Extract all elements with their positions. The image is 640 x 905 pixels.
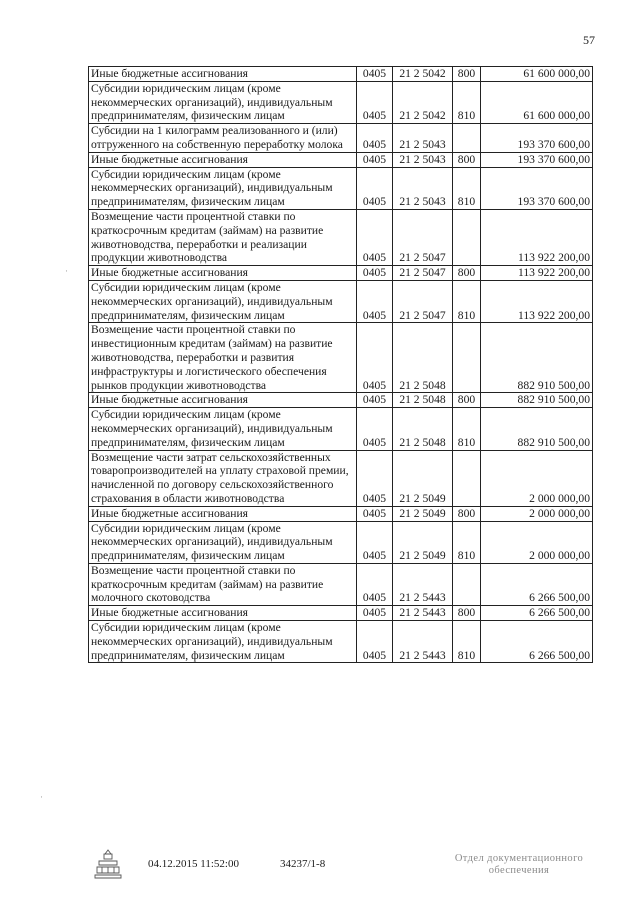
row-name-cell: Субсидии юридическим лицам (кроме некоммерческих организаций), индивидуальным предпринимателям, физическим лицам — [89, 81, 357, 123]
row-amount-cell: 882 910 500,00 — [481, 408, 593, 450]
row-expense-type-cell: 800 — [453, 393, 481, 408]
row-name-cell: Возмещение части процентной ставки по краткосрочным кредитам (займам) на развитие животноводства, переработки и реализации продукции животноводства — [89, 209, 357, 265]
table-row — [89, 81, 593, 123]
row-expense-type-cell: 810 — [453, 521, 481, 563]
row-expense-type-cell — [453, 563, 481, 605]
row-section-code-cell: 0405 — [357, 266, 393, 281]
table-row — [89, 209, 593, 265]
row-target-code-cell: 21 2 5047 — [393, 209, 453, 265]
table-row — [89, 563, 593, 605]
stamp-line-1: Отдел документационного — [454, 853, 584, 864]
row-amount-cell: 113 922 200,00 — [481, 209, 593, 265]
row-name-cell: Возмещение части затрат сельскохозяйственных товаропроизводителей на уплату страховой премии, начисленной по договору сельскохозяйственного страхования в области животноводства — [89, 450, 357, 506]
table-row — [89, 506, 593, 521]
table-row — [89, 67, 593, 82]
row-expense-type-cell: 810 — [453, 280, 481, 322]
row-section-code-cell: 0405 — [357, 209, 393, 265]
row-amount-cell: 6 266 500,00 — [481, 621, 593, 663]
row-amount-cell: 61 600 000,00 — [481, 81, 593, 123]
row-expense-type-cell: 810 — [453, 81, 481, 123]
footer-registration-number: 34237/1-8 — [280, 858, 326, 870]
table-row — [89, 621, 593, 663]
row-expense-type-cell — [453, 124, 481, 153]
row-name-cell: Возмещение части процентной ставки по инвестиционным кредитам (займам) на развитие животноводства, переработки и развития инфраструктуры и логистического обеспечения рынков продукции животноводства — [89, 323, 357, 393]
row-name-cell: Субсидии юридическим лицам (кроме некоммерческих организаций), индивидуальным предпринимателям, физическим лицам — [89, 521, 357, 563]
row-target-code-cell: 21 2 5042 — [393, 81, 453, 123]
row-expense-type-cell: 810 — [453, 167, 481, 209]
row-section-code-cell: 0405 — [357, 408, 393, 450]
row-section-code-cell: 0405 — [357, 450, 393, 506]
budget-table — [88, 66, 593, 663]
page-number: 57 — [583, 33, 595, 47]
row-section-code-cell: 0405 — [357, 124, 393, 153]
stamp-line-2: обеспечения — [488, 865, 550, 876]
coat-of-arms-icon — [93, 848, 123, 880]
department-stamp — [446, 853, 592, 877]
row-target-code-cell: 21 2 5049 — [393, 506, 453, 521]
row-target-code-cell: 21 2 5043 — [393, 124, 453, 153]
row-name-cell: Иные бюджетные ассигнования — [89, 393, 357, 408]
margin-mark: · — [40, 792, 43, 802]
row-amount-cell: 113 922 200,00 — [481, 280, 593, 322]
footer-timestamp: 04.12.2015 11:52:00 — [148, 858, 239, 870]
row-section-code-cell: 0405 — [357, 393, 393, 408]
row-name-cell: Иные бюджетные ассигнования — [89, 506, 357, 521]
row-section-code-cell: 0405 — [357, 563, 393, 605]
row-target-code-cell: 21 2 5047 — [393, 280, 453, 322]
row-amount-cell: 113 922 200,00 — [481, 266, 593, 281]
row-amount-cell: 882 910 500,00 — [481, 393, 593, 408]
row-expense-type-cell: 800 — [453, 152, 481, 167]
row-name-cell: Субсидии юридическим лицам (кроме некоммерческих организаций), индивидуальным предпринимателям, физическим лицам — [89, 280, 357, 322]
row-target-code-cell: 21 2 5042 — [393, 67, 453, 82]
row-expense-type-cell — [453, 323, 481, 393]
row-expense-type-cell: 800 — [453, 506, 481, 521]
row-expense-type-cell: 800 — [453, 67, 481, 82]
row-section-code-cell: 0405 — [357, 280, 393, 322]
row-amount-cell: 2 000 000,00 — [481, 450, 593, 506]
row-amount-cell: 6 266 500,00 — [481, 563, 593, 605]
row-name-cell: Субсидии на 1 килограмм реализованного и (или) отгруженного на собственную переработку молока — [89, 124, 357, 153]
row-target-code-cell: 21 2 5443 — [393, 563, 453, 605]
row-section-code-cell: 0405 — [357, 152, 393, 167]
table-row — [89, 450, 593, 506]
row-section-code-cell: 0405 — [357, 81, 393, 123]
row-name-cell: Субсидии юридическим лицам (кроме некоммерческих организаций), индивидуальным предпринимателям, физическим лицам — [89, 408, 357, 450]
row-target-code-cell: 21 2 5049 — [393, 521, 453, 563]
row-target-code-cell: 21 2 5049 — [393, 450, 453, 506]
row-section-code-cell: 0405 — [357, 67, 393, 82]
row-expense-type-cell: 810 — [453, 621, 481, 663]
table-row — [89, 393, 593, 408]
row-target-code-cell: 21 2 5048 — [393, 408, 453, 450]
row-target-code-cell: 21 2 5443 — [393, 606, 453, 621]
row-name-cell: Возмещение части процентной ставки по краткосрочным кредитам (займам) на развитие молочного скотоводства — [89, 563, 357, 605]
table-row — [89, 606, 593, 621]
row-section-code-cell: 0405 — [357, 167, 393, 209]
row-amount-cell: 2 000 000,00 — [481, 521, 593, 563]
table-row — [89, 280, 593, 322]
table-row — [89, 521, 593, 563]
row-section-code-cell: 0405 — [357, 506, 393, 521]
row-amount-cell: 2 000 000,00 — [481, 506, 593, 521]
row-target-code-cell: 21 2 5047 — [393, 266, 453, 281]
table-row — [89, 152, 593, 167]
row-target-code-cell: 21 2 5443 — [393, 621, 453, 663]
row-expense-type-cell: 800 — [453, 606, 481, 621]
row-section-code-cell: 0405 — [357, 521, 393, 563]
row-expense-type-cell — [453, 450, 481, 506]
row-name-cell: Иные бюджетные ассигнования — [89, 152, 357, 167]
row-target-code-cell: 21 2 5048 — [393, 323, 453, 393]
row-amount-cell: 6 266 500,00 — [481, 606, 593, 621]
row-target-code-cell: 21 2 5048 — [393, 393, 453, 408]
row-section-code-cell: 0405 — [357, 323, 393, 393]
row-name-cell: Иные бюджетные ассигнования — [89, 606, 357, 621]
row-amount-cell: 193 370 600,00 — [481, 152, 593, 167]
row-name-cell: Субсидии юридическим лицам (кроме некоммерческих организаций), индивидуальным предпринимателям, физическим лицам — [89, 621, 357, 663]
row-amount-cell: 193 370 600,00 — [481, 167, 593, 209]
row-amount-cell: 882 910 500,00 — [481, 323, 593, 393]
row-section-code-cell: 0405 — [357, 621, 393, 663]
row-section-code-cell: 0405 — [357, 606, 393, 621]
row-amount-cell: 193 370 600,00 — [481, 124, 593, 153]
row-expense-type-cell: 800 — [453, 266, 481, 281]
row-name-cell: Субсидии юридическим лицам (кроме некоммерческих организаций), индивидуальным предпринимателям, физическим лицам — [89, 167, 357, 209]
row-name-cell: Иные бюджетные ассигнования — [89, 67, 357, 82]
table-row — [89, 408, 593, 450]
margin-mark: · — [65, 266, 68, 276]
table-row — [89, 167, 593, 209]
row-target-code-cell: 21 2 5043 — [393, 152, 453, 167]
row-target-code-cell: 21 2 5043 — [393, 167, 453, 209]
row-name-cell: Иные бюджетные ассигнования — [89, 266, 357, 281]
row-expense-type-cell — [453, 209, 481, 265]
table-row — [89, 266, 593, 281]
table-row — [89, 323, 593, 393]
budget-table-body — [89, 67, 593, 663]
row-amount-cell: 61 600 000,00 — [481, 67, 593, 82]
table-row — [89, 124, 593, 153]
row-expense-type-cell: 810 — [453, 408, 481, 450]
